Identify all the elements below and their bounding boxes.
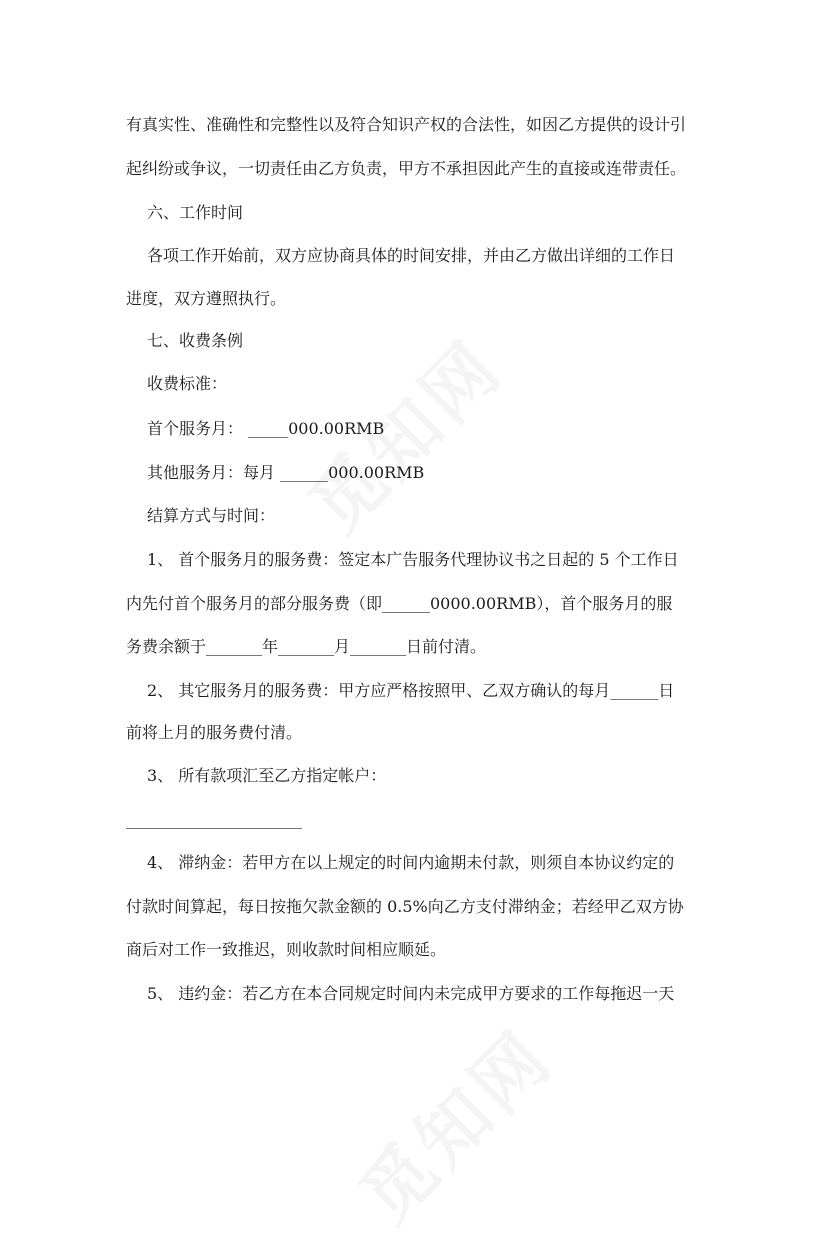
section-heading-fees: 七、收费条例	[147, 331, 244, 350]
paragraph-line: 各项工作开始前，双方应协商具体的时间安排，并由乙方做出详细的工作日	[147, 246, 676, 265]
clause-1-line: 1、 首个服务月的服务费：签定本广告服务代理协议书之日起的 5 个工作日	[147, 550, 679, 569]
fee-standard-label: 收费标准：	[147, 374, 228, 393]
clause-5-line: 5、 违约金：若乙方在本合同规定时间内未完成甲方要求的工作每拖迟一天	[147, 984, 675, 1003]
clause-4-line: 4、 滞纳金：若甲方在以上规定的时间内逾期未付款，则须自本协议约定的	[147, 853, 675, 872]
clause-4-line: 商后对工作一致推迟，则收款时间相应顺延。	[126, 940, 447, 959]
paragraph-line: 有真实性、准确性和完整性以及符合知识产权的合法性，如因乙方提供的设计引	[126, 115, 687, 134]
account-blank-line: ______________________	[126, 810, 302, 829]
paragraph-line: 起纠纷或争议，一切责任由乙方负责，甲方不承担因此产生的直接或连带责任。	[126, 159, 687, 178]
clause-3-line: 3、 所有款项汇至乙方指定帐户：	[147, 766, 387, 785]
settlement-heading: 结算方式与时间：	[147, 506, 276, 525]
clause-1-line: 务费余额于_______年_______月_______日前付清。	[126, 637, 487, 656]
clause-4-line: 付款时间算起，每日按拖欠款金额的 0.5%向乙方支付滞纳金；若经甲乙双方协	[126, 897, 684, 916]
paragraph-line: 进度，双方遵照执行。	[126, 289, 287, 308]
watermark	[333, 1002, 572, 1241]
clause-2-line: 前将上月的服务费付清。	[126, 723, 303, 742]
first-month-fee: 首个服务月： _____000.00RMB	[147, 419, 385, 438]
other-month-fee: 其他服务月：每月 ______000.00RMB	[147, 463, 425, 482]
clause-1-line: 内先付首个服务月的部分服务费（即______0000.00RMB），首个服务月的服	[126, 594, 673, 613]
section-heading-work-time: 六、工作时间	[147, 203, 244, 222]
clause-2-line: 2、 其它服务月的服务费：甲方应严格按照甲、乙双方确认的每月______日	[147, 681, 675, 700]
